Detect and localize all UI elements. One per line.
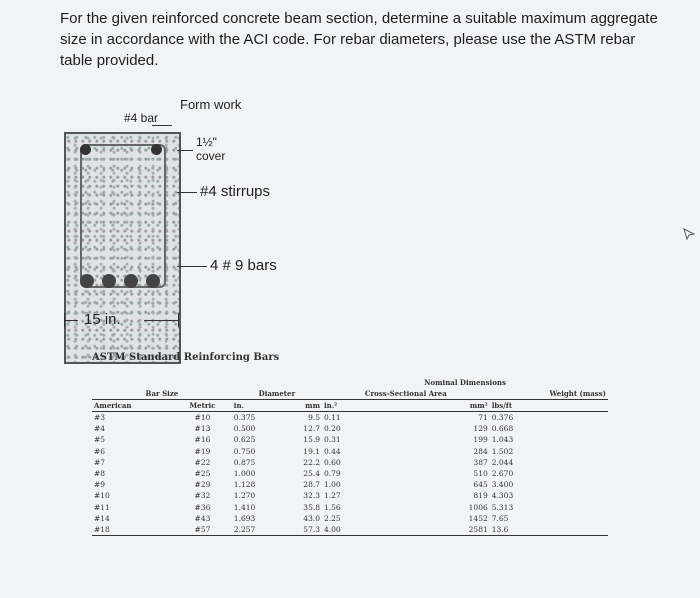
top-bar-right <box>151 144 162 155</box>
table-cell: 19.1 <box>303 446 320 456</box>
table-cell: 0.750 <box>233 446 256 456</box>
table-cell: 9.5 <box>308 413 320 422</box>
dim-line-left <box>64 320 78 321</box>
rebar-table-section <box>92 352 612 536</box>
diameter-header: Diameter <box>232 388 322 400</box>
table-cell: 1.502 <box>491 446 514 456</box>
table-cell: 0.875 <box>233 457 256 467</box>
table-cell: 129 <box>473 424 488 434</box>
table-row <box>92 468 608 479</box>
formwork-label: Form work <box>180 97 242 112</box>
table-cell: 28.7 <box>303 480 320 490</box>
bottom-bar-2 <box>102 274 116 288</box>
table-cell: 819 <box>473 491 488 501</box>
table-row <box>92 423 608 434</box>
table-cell: 1.043 <box>491 435 514 445</box>
table-cell: 0.376 <box>491 413 514 422</box>
table-cell: 2.044 <box>491 457 514 467</box>
col-diam-in: in. <box>232 400 282 412</box>
table-cell: 1.410 <box>233 502 256 512</box>
table-cell: 1.56 <box>324 502 341 512</box>
table-cell: #25 <box>194 469 211 479</box>
table-cell: #43 <box>194 513 211 523</box>
table-cell: 0.31 <box>324 435 341 445</box>
table-cell: 1.270 <box>233 491 256 501</box>
col-area-in: in.² <box>322 400 401 412</box>
table-cell: 1.27 <box>324 491 341 501</box>
area-header: Cross-Sectional Area <box>322 388 490 400</box>
top-bar-left <box>80 144 91 155</box>
stirrups-label: #4 stirrups <box>200 183 271 200</box>
cursor-icon <box>683 228 695 240</box>
table-cell: #22 <box>194 457 211 467</box>
table-cell: #10 <box>194 413 211 422</box>
table-cell: #18 <box>92 524 173 536</box>
table-cell: 0.625 <box>233 435 256 445</box>
table-cell: 510 <box>473 469 488 479</box>
table-title: ASTM Standard Reinforcing Bars <box>92 352 280 363</box>
table-cell: #3 <box>94 413 106 422</box>
table-row <box>92 502 608 513</box>
top-bar-leader <box>152 125 172 126</box>
table-cell: 12.7 <box>303 424 320 434</box>
stirrups-leader <box>177 192 197 193</box>
table-cell: 284 <box>473 446 488 456</box>
table-cell: #32 <box>194 491 211 501</box>
table-cell: 1452 <box>468 513 488 523</box>
col-area-mm: mm² <box>401 400 489 412</box>
beam-section-figure <box>60 95 360 345</box>
cover-leader <box>177 150 193 151</box>
table-cell: 199 <box>473 435 488 445</box>
table-cell: 7.65 <box>491 513 509 523</box>
bottom-bars-label: 4 # 9 bars <box>210 257 277 274</box>
col-diam-mm: mm <box>282 400 322 412</box>
table-cell: 13.6 <box>490 524 608 536</box>
table-cell: #4 <box>94 424 106 434</box>
col-american: American <box>92 400 173 412</box>
table-cell: 2.257 <box>232 524 282 536</box>
table-cell: #8 <box>94 469 106 479</box>
table-cell: 71 <box>478 413 488 422</box>
width-dimension <box>60 313 185 333</box>
table-cell: 0.44 <box>324 446 341 456</box>
bottom-bar-3 <box>124 274 138 288</box>
table-row <box>92 479 608 490</box>
table-row <box>92 446 608 457</box>
bottom-bars-leader <box>177 266 207 267</box>
table-cell: 25.4 <box>303 469 320 479</box>
table-cell: 645 <box>473 480 488 490</box>
table-cell: 5.313 <box>491 502 514 512</box>
table-cell: 0.20 <box>324 424 341 434</box>
table-cell: 35.8 <box>303 502 320 512</box>
dim-line-right <box>144 320 178 321</box>
table-cell: #14 <box>94 513 110 523</box>
table-cell: 43.0 <box>303 513 320 523</box>
table-cell: 0.60 <box>324 457 341 467</box>
table-cell: 1.128 <box>233 480 256 490</box>
table-row <box>92 412 608 424</box>
table-cell: 0.375 <box>233 413 256 422</box>
table-cell: #10 <box>94 491 110 501</box>
stirrup <box>80 144 166 288</box>
table-cell: 387 <box>473 457 488 467</box>
table-cell: 1.693 <box>233 513 256 523</box>
table-cell: #19 <box>194 446 211 456</box>
table-cell: #16 <box>194 435 211 445</box>
table-cell: 4.00 <box>322 524 401 536</box>
table-cell: 0.500 <box>233 424 256 434</box>
table-cell: 0.11 <box>324 413 341 422</box>
table-cell: #11 <box>94 502 110 512</box>
table-cell: 32.3 <box>303 491 320 501</box>
dim-tick-right <box>178 313 179 327</box>
table-cell: 0.79 <box>324 469 341 479</box>
width-label: 15 in. <box>84 311 121 328</box>
table-cell: 15.9 <box>303 435 320 445</box>
bottom-bar-1 <box>80 274 94 288</box>
col-weight: lbs/ft <box>490 400 608 412</box>
table-cell: 2.670 <box>491 469 514 479</box>
table-cell: #13 <box>194 424 211 434</box>
astm-rebar-table <box>92 377 608 536</box>
table-cell: #36 <box>194 502 211 512</box>
bottom-bar-4 <box>146 274 160 288</box>
table-cell: 1.000 <box>233 469 256 479</box>
table-body <box>92 412 608 536</box>
bar-size-header: Bar Size <box>92 388 232 400</box>
table-row <box>92 434 608 445</box>
table-cell: 22.2 <box>303 457 320 467</box>
table-cell: #29 <box>194 480 211 490</box>
col-metric: Metric <box>173 400 232 412</box>
cover-label: 1½" cover <box>196 135 226 163</box>
table-row <box>92 490 608 501</box>
question-text: For the given reinforced concrete beam section, determine a suitable maximum aggregate size in accordance with the ACI code. For rebar diameters, please use the ASTM rebar table provided. <box>60 10 658 69</box>
table-cell: 57.3 <box>282 524 322 536</box>
table-cell: #9 <box>94 480 106 490</box>
table-cell: #7 <box>94 457 106 467</box>
weight-header: Weight (mass) <box>490 388 608 400</box>
table-cell: #5 <box>94 435 106 445</box>
table-cell: #6 <box>94 446 106 456</box>
table-cell: 2.25 <box>324 513 341 523</box>
table-cell: 1006 <box>468 502 488 512</box>
table-cell: 4.303 <box>491 491 514 501</box>
table-row <box>92 513 608 524</box>
table-row <box>92 457 608 468</box>
table-row <box>92 524 608 536</box>
table-cell: 2581 <box>401 524 489 536</box>
table-cell: 3.400 <box>491 480 514 490</box>
table-cell: 0.668 <box>491 424 514 434</box>
table-cell: #57 <box>173 524 232 536</box>
top-bar-label: #4 bar <box>124 111 159 125</box>
nominal-dimensions-header: Nominal Dimensions <box>424 378 506 387</box>
table-cell: 1.00 <box>324 480 341 490</box>
